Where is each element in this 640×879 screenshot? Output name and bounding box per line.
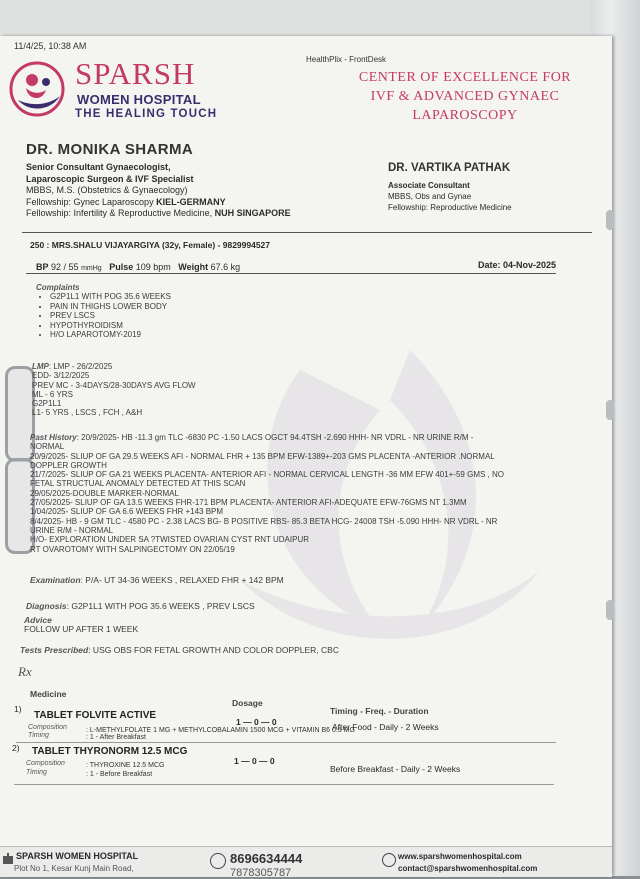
doctor2-name: DR. VARTIKA PATHAK	[388, 162, 511, 174]
past-history-lines	[30, 433, 570, 554]
past-history-line: 1/04/2025- SLIUP OF GA 6.6 WEEKS FHR +143 BPM	[30, 507, 224, 517]
med1-timing: After Food - Daily - 2 Weeks	[332, 722, 439, 732]
divider	[16, 742, 556, 743]
tests-label: Tests Prescribed	[20, 645, 89, 655]
brand-tagline: THE HEALING TOUCH	[75, 108, 218, 120]
doctor2-line: MBBS, Obs and Gynae	[388, 192, 472, 201]
weight-label: Weight	[178, 262, 209, 272]
lmp-section	[32, 362, 196, 418]
past-history-line: 20/9/2025- SLIUP OF GA 29.5 WEEKS AFI - NORMAL FHR + 135 BPM EFW-1389+-203 GMS PLACENTA -ANTERIOR .NORMAL	[30, 451, 495, 461]
phone-icon	[210, 853, 226, 869]
complaints-label: Complaints	[36, 283, 80, 292]
med1-timing-note: : 1 - After Breakfast	[86, 734, 146, 741]
past-history-line: 21/7/2025- SLIUP OF GA 21 WEEKS PLACENTA- ANTERIOR AFI - NORMAL CERVICAL LENGTH -36 MM EFW 401+-59 GMS , NO	[30, 470, 504, 480]
doctor1-credentials	[26, 162, 291, 220]
coe-line2: IVF & ADVANCED GYNAEC	[370, 89, 560, 104]
coe-line3: LAPAROSCOPY	[412, 108, 518, 123]
med2-name: TABLET THYRONORM 12.5 MCG	[32, 746, 188, 757]
sparsh-logo-icon	[8, 60, 66, 118]
past-history-line: 8/4/2025- HB - 9 GM TLC - 4580 PC - 2.38 LACS BG- B POSITIVE RBS- 85.3 BETA HCG- 24008 TSH -5.090 HHH- NR VDRL - NR	[30, 516, 498, 526]
bp-label: BP	[36, 262, 49, 272]
patient-info: 250 : MRS.SHALU VIJAYARGIYA (32y, Female) - 9829994527	[30, 240, 271, 250]
past-history-line: RT OVAROTOMY WITH SALPINGECTOMY ON 22/05/19	[30, 544, 235, 554]
past-history-line: NORMAL	[30, 442, 65, 452]
lmp-line: G2P1L1	[32, 399, 62, 409]
diagnosis-label: Diagnosis	[26, 601, 67, 611]
tests-value: : USG OBS FOR FETAL GROWTH AND COLOR DOPPLER, CBC	[88, 645, 339, 655]
doctor1-line: Laparoscopic Surgeon & IVF Specialist	[26, 173, 194, 184]
lmp-line: L1- 5 YRS , LSCS , FCH , A&H	[32, 408, 143, 418]
footer-address: Plot No 1, Kesar Kunj Main Road,	[14, 864, 134, 873]
complaints-section	[36, 283, 171, 340]
past-history-section	[30, 433, 570, 554]
doctor1-name: DR. MONIKA SHARMA	[26, 141, 194, 158]
doctor1-line-bold: KIEL-GERMANY	[156, 196, 226, 207]
complaint-item: • HYPOTHYROIDISM	[50, 321, 171, 331]
med2-dosage: 1 — 0 — 0	[234, 756, 275, 766]
footer-phone1[interactable]: 8696634444	[230, 851, 303, 866]
med2-timing: Before Breakfast - Daily - 2 Weeks	[330, 764, 461, 774]
doctor1-line: Fellowship: Infertility & Reproductive Medicine,	[26, 208, 215, 218]
past-history-line: 27/05/2025- SLIUP OF GA 13.5 WEEKS FHR-171 BPM PLACENTA- ANTERIOR AFI-ADEQUATE EFW-76GMS NT 1.3MM	[30, 498, 467, 508]
past-history-line: DOPPLER GROWTH	[30, 460, 107, 470]
diagnosis-value: : G2P1L1 WITH POG 35.6 WEEKS , PREV LSCS	[66, 601, 255, 611]
examination-label: Examination	[30, 575, 81, 585]
brand-name: SPARSH	[75, 56, 196, 91]
med1-dosage: 1 — 0 — 0	[236, 717, 277, 727]
lmp-line: LMP: LMP - 26/2/2025	[32, 362, 113, 371]
doctor1-line: Fellowship: Gynec Laparoscopy	[26, 196, 157, 207]
doctor1-line: MBBS, M.S. (Obstetrics & Gynaecology)	[26, 185, 188, 195]
med1-num: 1)	[14, 704, 22, 714]
past-history-line: H/O- EXPLORATION UNDER SA ?TWISTED OVARIAN CYST RNT UDAIPUR	[30, 535, 310, 545]
footer	[0, 846, 612, 877]
past-history-label: Past History	[30, 433, 77, 442]
complaint-item: • G2P1L1 WITH POG 35.6 WEEKS	[50, 292, 171, 302]
rx-symbol: Rx	[18, 664, 32, 679]
examination-value: : P/A- UT 34-36 WEEKS , RELAXED FHR + 142 BPM	[80, 575, 284, 585]
doctor2-line: Fellowship: Reproductive Medicine	[388, 203, 512, 212]
divider	[26, 273, 556, 274]
vitals	[36, 262, 240, 272]
doctor2-credentials	[388, 180, 512, 213]
footer-web[interactable]: www.sparshwomenhospital.com	[398, 852, 522, 861]
med1-composition: : L-METHYLFOLATE 1 MG + METHYLCOBALAMIN 1500 MCG + VITAMIN B6 0.5 MG	[86, 727, 355, 734]
past-history-line: URINE R/M - NORMAL	[30, 525, 114, 535]
advice-label: Advice	[24, 615, 52, 625]
tests-prescribed	[20, 646, 339, 655]
punch-hole	[606, 210, 614, 230]
dosage-header: Dosage	[232, 698, 263, 708]
complaint-item: • PREV LSCS	[50, 311, 171, 321]
advice-value: FOLLOW UP AFTER 1 WEEK	[24, 624, 139, 635]
advice	[24, 616, 138, 635]
punch-hole	[606, 400, 614, 420]
med2-timing-label: Timing	[26, 769, 47, 776]
complaint-item: • PAIN IN THIGHS LOWER BODY	[50, 302, 171, 312]
bp-unit: mmHg	[81, 265, 102, 272]
med1-composition-label: Composition	[28, 724, 67, 731]
med2-num: 2)	[12, 743, 20, 753]
complaint-item: • H/O LAPAROTOMY-2019	[50, 330, 171, 340]
lmp-label: LMP	[32, 362, 49, 371]
doctor1-line-bold: NUH SINGAPORE	[214, 208, 291, 218]
source-label: HealthPlix - FrontDesk	[306, 55, 387, 64]
past-history-line: Past History: 20/9/2025- HB -11.3 gm TLC -6830 PC -1.50 LACS OGCT 94.4TSH -2.690 HHH- NR VDRL - NR URINE R/M -	[30, 433, 474, 442]
past-history-line: FETAL STRUCTUAL ANOMALY DETECTED AT THIS SCAN	[30, 479, 246, 489]
footer-email[interactable]: contact@sparshwomenhospital.com	[398, 864, 538, 873]
weight-value: 67.6 kg	[210, 262, 241, 272]
doctor2-line: Associate Consultant	[388, 181, 470, 190]
doctor1-line: Senior Consultant Gynaecologist,	[26, 162, 171, 172]
med2-composition: : THYROXINE 12.5 MCG	[86, 762, 165, 769]
lmp-line: PREV MC - 3-4DAYS/28-30DAYS AVG FLOW	[32, 380, 196, 390]
hospital-icon	[2, 853, 14, 865]
past-history-line: 29/05/2025-DOUBLE MARKER-NORMAL	[30, 488, 179, 498]
pulse-label: Pulse	[109, 262, 134, 272]
diagnosis	[26, 602, 255, 611]
center-of-excellence	[330, 68, 600, 125]
coe-line1: CENTER OF EXCELLENCE FOR	[358, 70, 572, 85]
examination	[30, 576, 284, 585]
lmp-lines	[32, 362, 196, 418]
pulse-value: 109 bpm	[135, 262, 171, 272]
footer-phone2[interactable]: 7878305787	[230, 867, 292, 879]
bp-value: 92 / 55	[51, 262, 79, 272]
lmp-line: EDD- 3/12/2025	[32, 371, 90, 381]
footer-hospital: SPARSH WOMEN HOSPITAL	[16, 851, 139, 861]
med1-name: TABLET FOLVITE ACTIVE	[34, 710, 157, 721]
visit-date: Date: 04-Nov-2025	[478, 260, 557, 270]
web-icon	[382, 853, 396, 867]
med1-timing-label: Timing	[28, 732, 49, 739]
top-background	[0, 0, 640, 36]
brand-subtitle: WOMEN HOSPITAL	[77, 92, 201, 107]
punch-hole	[606, 600, 614, 620]
complaints-list	[36, 292, 171, 340]
timing-header: Timing - Freq. - Duration	[330, 706, 429, 716]
print-timestamp: 11/4/25, 10:38 AM	[14, 41, 87, 51]
med2-composition-label: Composition	[26, 760, 65, 767]
lmp-line: ML - 6 YRS	[32, 389, 73, 399]
divider	[14, 784, 554, 785]
divider	[22, 232, 592, 233]
med2-timing-note: : 1 - Before Breakfast	[86, 771, 153, 778]
medicine-header: Medicine	[30, 689, 67, 699]
